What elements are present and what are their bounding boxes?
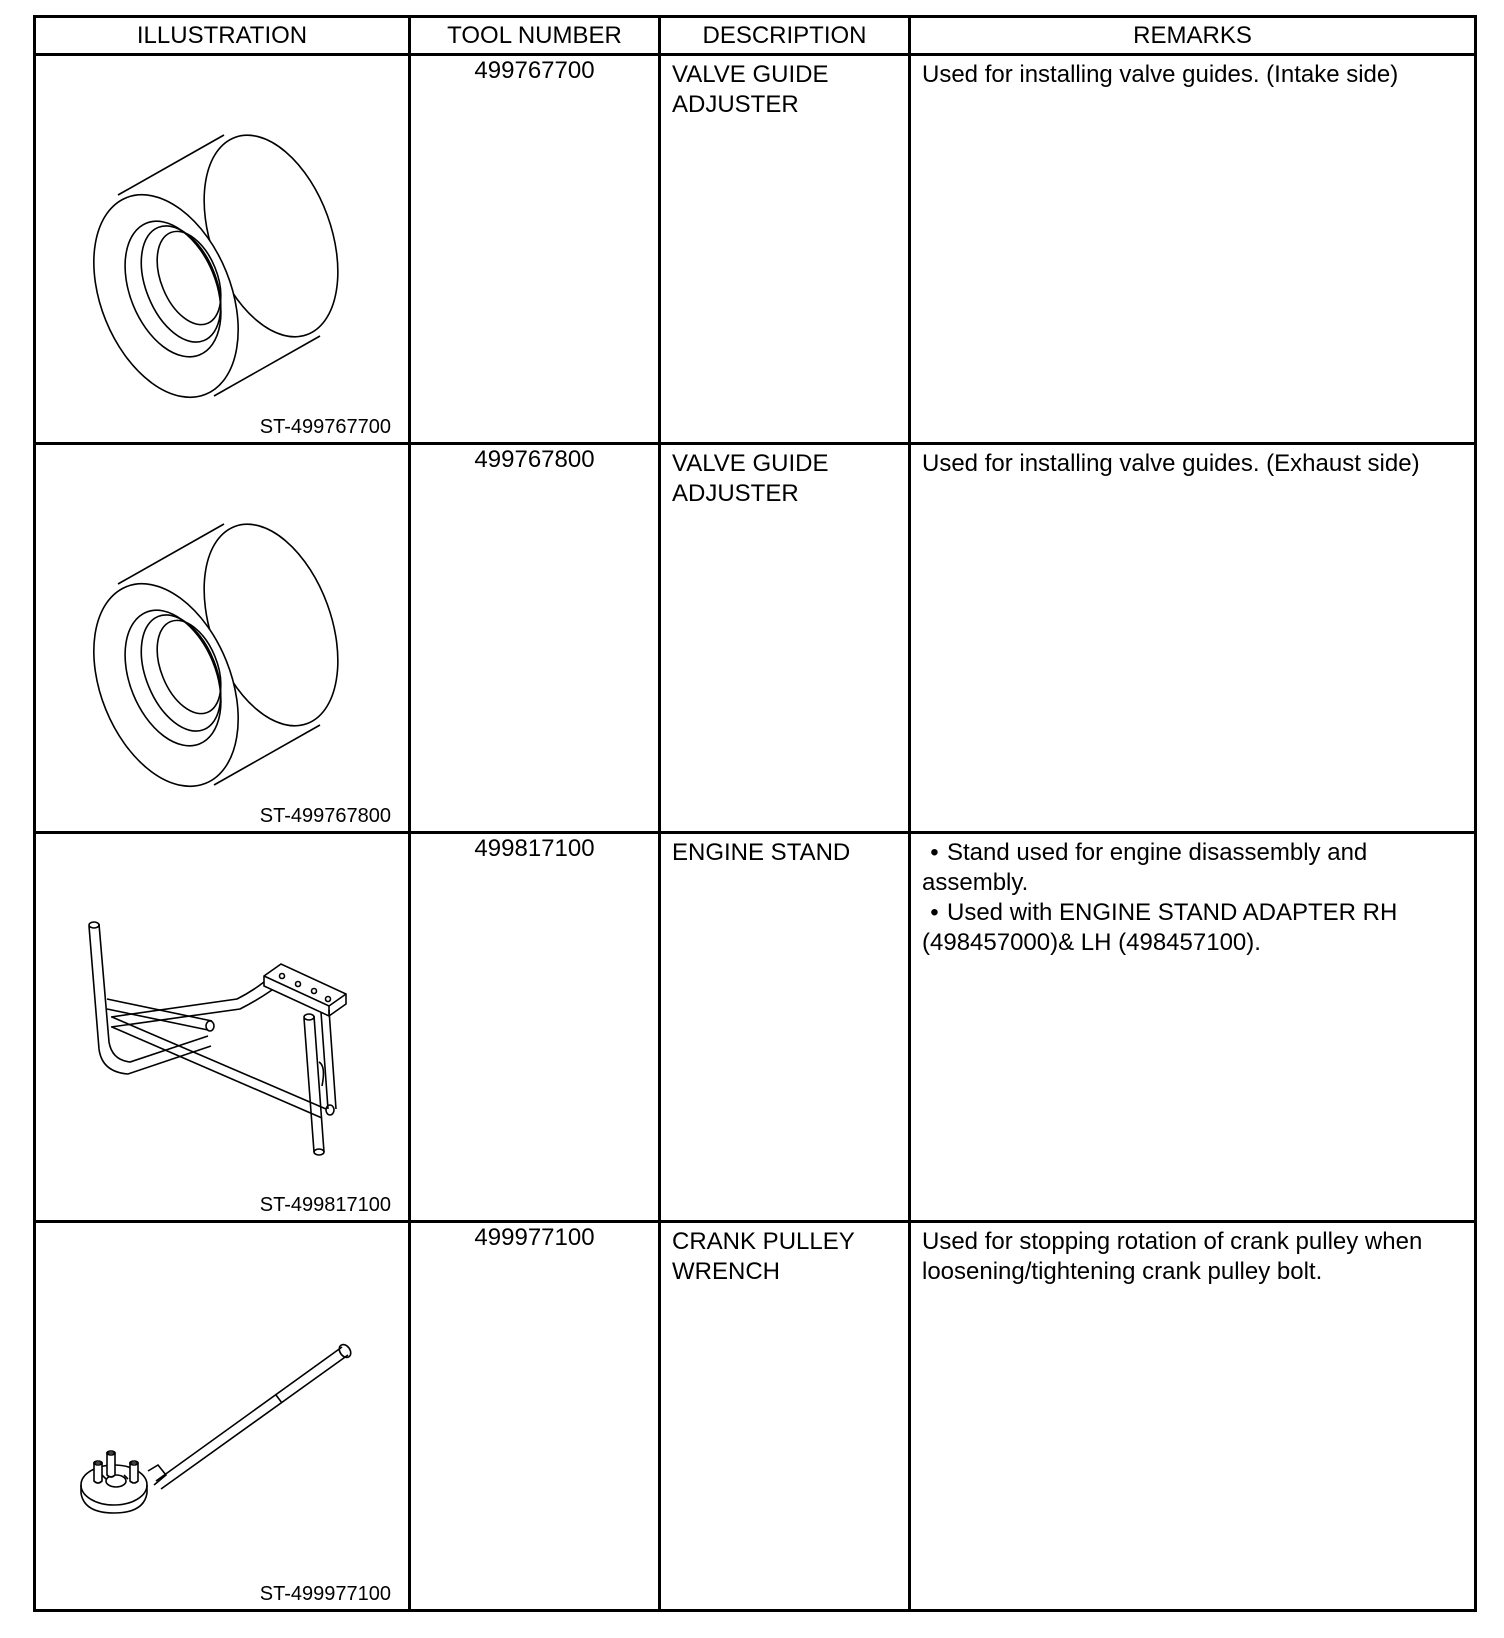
description-cell [660, 55, 910, 444]
tool-number-cell [410, 444, 660, 833]
tool-number-cell [410, 55, 660, 444]
illustration-code: ST-499767700 [259, 416, 391, 438]
table-row [35, 833, 1476, 1222]
illustration-cell [35, 55, 410, 444]
description-line: WRENCH [672, 1258, 780, 1285]
illustration-code: ST-499977100 [259, 1583, 391, 1605]
header-remarks: REMARKS [910, 17, 1476, 55]
remarks-text: Used for installing valve guides. (Intake side) [922, 61, 1399, 88]
remarks-line: loosening/tightening crank pulley bolt. [922, 1258, 1323, 1285]
table-row [35, 444, 1476, 833]
remarks-cell [910, 1222, 1476, 1611]
tool-number-cell [410, 833, 660, 1222]
header-illustration: ILLUSTRATION [35, 17, 410, 55]
engine-stand-illustration [36, 834, 411, 1220]
header-description: DESCRIPTION [660, 17, 910, 55]
table-row [35, 55, 1476, 444]
remarks-text: Used for installing valve guides. (Exhaust side) [922, 450, 1420, 477]
valve-guide-adjuster-illustration [36, 56, 411, 442]
description-line: ADJUSTER [672, 480, 799, 507]
valve-guide-adjuster-illustration [36, 445, 411, 831]
description-cell [660, 444, 910, 833]
description-line: CRANK PULLEY [672, 1228, 855, 1255]
illustration-code: ST-499817100 [259, 1194, 391, 1216]
illustration-cell [35, 444, 410, 833]
description-line: VALVE GUIDE [672, 61, 829, 88]
illustration-cell [35, 833, 410, 1222]
remarks-cell [910, 55, 1476, 444]
header-row [35, 17, 1476, 55]
remarks-bullet: • Used with ENGINE STAND ADAPTER RH [922, 898, 1464, 928]
illustration-code: ST-499767800 [259, 805, 391, 827]
tool-number: 499767700 [474, 57, 595, 84]
remarks-bullet: • Stand used for engine disassembly and [922, 838, 1464, 868]
remarks-cell [910, 444, 1476, 833]
tool-number: 499767800 [474, 446, 595, 473]
tool-number-cell [410, 1222, 660, 1611]
illustration-cell [35, 1222, 410, 1611]
description-line: ADJUSTER [672, 91, 799, 118]
crank-pulley-wrench-illustration [36, 1223, 411, 1609]
remarks-line: assembly. [922, 869, 1029, 896]
description-line: VALVE GUIDE [672, 450, 829, 477]
remarks-cell [910, 833, 1476, 1222]
table-row [35, 1222, 1476, 1611]
description-cell [660, 833, 910, 1222]
description-line: ENGINE STAND [672, 839, 851, 866]
description-cell [660, 1222, 910, 1611]
remarks-line: Used for stopping rotation of crank pulley when [922, 1228, 1423, 1255]
remarks-line: (498457000)& LH (498457100). [922, 929, 1261, 956]
tool-number: 499817100 [474, 835, 595, 862]
tool-number: 499977100 [474, 1224, 595, 1251]
header-tool-number: TOOL NUMBER [410, 17, 660, 55]
special-tools-table [33, 15, 1477, 1612]
